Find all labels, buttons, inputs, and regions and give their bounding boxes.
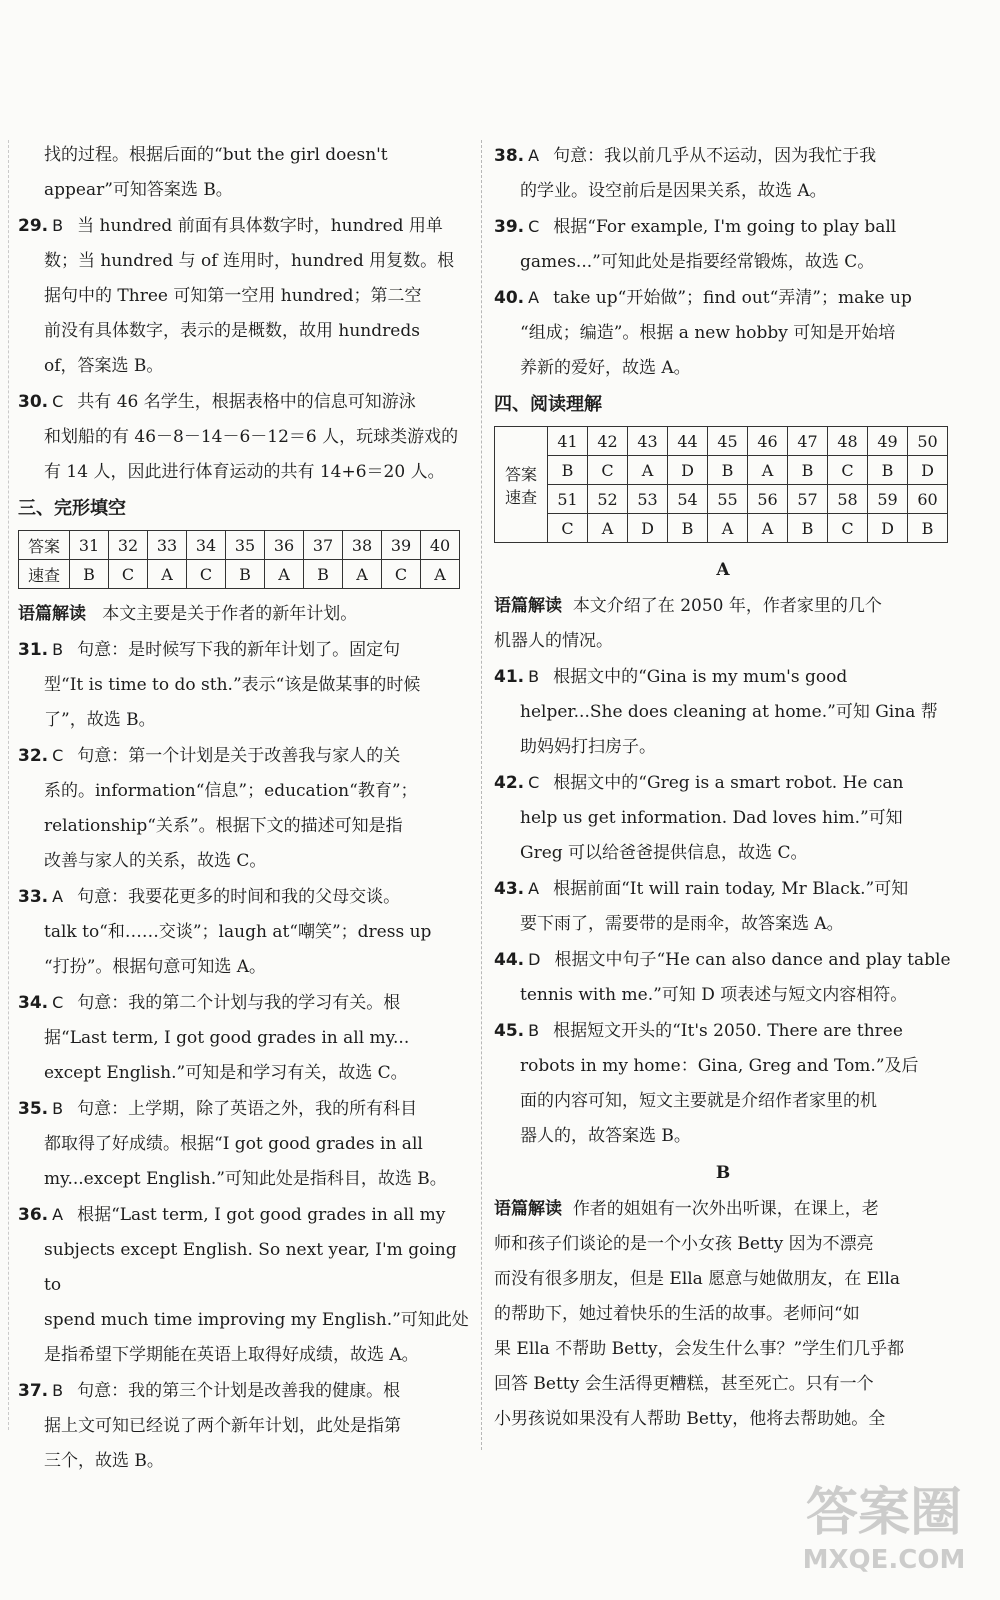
answer-cell: C (828, 514, 868, 543)
answer-cell: B (668, 514, 708, 543)
question-number: 44. (494, 950, 525, 970)
binding-margin-line (8, 140, 9, 1430)
question-explanation (18, 738, 470, 774)
answer-cell: A (748, 456, 788, 485)
summary-line (494, 589, 952, 624)
question-number-cell: 41 (548, 427, 588, 456)
explanation-text: take up“开始做”；find out“弄清”；make up (553, 288, 912, 308)
table-row (495, 427, 948, 456)
explanation-line (494, 316, 952, 351)
summary-line (494, 1192, 952, 1227)
explanation-line (494, 836, 952, 871)
explanation-text: talk to“和……交谈”；laugh at“嘲笑”；dress up (44, 922, 432, 942)
explanation-text: 据句中的 Three 可知第一空用 hundred；第二空 (44, 286, 422, 306)
explanation-text: 句意：我以前几乎从不运动，因为我忙于我 (553, 146, 877, 166)
watermark-text-url: MXQE.COM (802, 1545, 966, 1575)
question-number-cell: 35 (226, 531, 265, 560)
explanation-line (18, 1444, 470, 1479)
explanation-line (18, 844, 470, 879)
question-number: 31. (18, 640, 49, 660)
question-number-cell: 40 (421, 531, 460, 560)
summary-line (494, 1367, 952, 1402)
explanation-text: tennis with me.”可知 D 项表述与短文内容相符。 (520, 985, 908, 1005)
summary-label: 语篇解读 (494, 1199, 562, 1219)
explanation-text: spend much time improving my English.”可知此处 (44, 1310, 469, 1330)
explanation-line (18, 455, 470, 490)
answer-cell: B (788, 456, 828, 485)
correct-answer: A (528, 879, 540, 898)
text-line: 找的过程。根据后面的“but the girl doesn't (44, 145, 388, 165)
explanation-text: 根据短文开头的“It's 2050. There are three (553, 1021, 903, 1041)
summary-label: 语篇解读 (18, 604, 86, 624)
answer-explanations-31-37 (18, 632, 470, 1479)
explanation-line (18, 809, 470, 844)
explanation-line (18, 915, 470, 950)
correct-answer: A (52, 1205, 64, 1224)
answer-cell: D (628, 514, 668, 543)
answer-cell: A (148, 560, 187, 589)
correct-answer: A (52, 887, 64, 906)
explanation-line (494, 801, 952, 836)
explanation-text: Greg 可以给爸爸提供信息，故选 C。 (520, 843, 808, 863)
explanation-text: 根据文中的“Gina is my mum's good (553, 667, 848, 687)
explanation-line (18, 349, 470, 384)
question-number-cell: 60 (908, 485, 948, 514)
explanation-text: “打扮”。根据句意可知选 A。 (44, 957, 267, 977)
question-number-cell: 36 (265, 531, 304, 560)
answer-cell: A (265, 560, 304, 589)
explanation-line (494, 245, 952, 280)
explanation-text: 养新的爱好，故选 A。 (520, 358, 691, 378)
correct-answer: B (52, 1099, 64, 1118)
explanation-text: 改善与家人的关系，故选 C。 (44, 851, 267, 871)
explanation-line (18, 668, 470, 703)
watermark-text-cn: 答案圈 (805, 1483, 963, 1543)
question-number-cell: 51 (548, 485, 588, 514)
passage-a-summary (494, 589, 952, 659)
question-explanation (18, 384, 470, 420)
summary-text: 小男孩说如果没有人帮助 Betty，他将去帮助她。全 (494, 1409, 886, 1429)
explanation-text: 句意：第一个计划是关于改善我与家人的关 (77, 746, 401, 766)
question-number-cell: 55 (708, 485, 748, 514)
question-explanation (494, 1013, 952, 1049)
answer-explanations-38-40 (494, 138, 952, 386)
explanation-line (494, 1084, 952, 1119)
explanation-line (494, 907, 952, 942)
cloze-answer-table (18, 530, 460, 589)
explanation-text: my...except English.”可知此处是指科目，故选 B。 (44, 1169, 447, 1189)
explanation-text: of，答案选 B。 (44, 356, 164, 376)
explanation-text: 型“It is time to do sth.”表示“该是做某事的时候 (44, 675, 421, 695)
question-number-cell: 48 (828, 427, 868, 456)
explanation-line (18, 950, 470, 985)
question-number: 30. (18, 392, 49, 412)
table-label: 速查 (495, 485, 548, 543)
question-number: 37. (18, 1381, 49, 1401)
reading-answer-table (494, 426, 948, 543)
answer-cell: C (382, 560, 421, 589)
table-row (495, 514, 948, 543)
explanation-text: 了”，故选 B。 (44, 710, 156, 730)
answer-cell: D (908, 456, 948, 485)
question-number: 35. (18, 1099, 49, 1119)
summary-text: 果 Ella 不帮助 Betty，会发生什么事？”学生们几乎都 (494, 1339, 905, 1359)
summary-text: 师和孩子们谈论的是一个小女孩 Betty 因为不漂亮 (494, 1234, 874, 1254)
answer-cell: A (708, 514, 748, 543)
question-number: 36. (18, 1205, 49, 1225)
table-label: 速查 (19, 560, 70, 589)
continued-explanation (18, 138, 470, 208)
answer-cell: B (70, 560, 109, 589)
question-explanation (18, 1197, 470, 1233)
answer-cell: C (548, 514, 588, 543)
column-divider (481, 140, 482, 1450)
explanation-line (18, 1303, 470, 1338)
explanation-line (494, 695, 952, 730)
summary-text: 的帮助下，她过着快乐的生活的故事。老师问“如 (494, 1304, 860, 1324)
table-row (19, 531, 460, 560)
correct-answer: C (52, 746, 64, 765)
question-explanation (18, 1373, 470, 1409)
explanation-line (494, 351, 952, 386)
text-line: appear”可知答案选 B。 (44, 180, 233, 200)
explanation-text: 是指希望下学期能在英语上取得好成绩，故选 A。 (44, 1345, 419, 1365)
explanation-text: 句意：上学期，除了英语之外，我的所有科目 (77, 1099, 418, 1119)
explanation-text: 的学业。设空前后是因果关系，故选 A。 (520, 181, 827, 201)
answer-cell: B (304, 560, 343, 589)
question-explanation (494, 209, 952, 245)
question-explanation (494, 659, 952, 695)
explanation-text: 前没有具体数字，表示的是概数，故用 hundreds (44, 321, 420, 341)
explanation-line (494, 730, 952, 765)
question-explanation (494, 942, 952, 978)
explanation-line (18, 420, 470, 455)
answer-cell: C (588, 456, 628, 485)
correct-answer: B (528, 1021, 540, 1040)
explanation-line (494, 1119, 952, 1154)
answer-cell: B (908, 514, 948, 543)
explanation-text: 根据文中句子“He can also dance and play table (554, 950, 951, 970)
explanation-text: 据“Last term, I got good grades in all my... (44, 1028, 410, 1048)
explanation-text: 数；当 hundred 与 of 连用时，hundred 用复数。根 (44, 251, 455, 271)
explanation-text: helper...She does cleaning at home.”可知 Gina 帮 (520, 702, 938, 722)
question-explanation (494, 138, 952, 174)
explanation-line (18, 1233, 470, 1303)
correct-answer: C (52, 392, 64, 411)
answer-cell: A (421, 560, 460, 589)
question-number-cell: 52 (588, 485, 628, 514)
explanation-text: 根据“For example, I'm going to play ball (553, 217, 897, 237)
question-explanation (18, 632, 470, 668)
question-number-cell: 33 (148, 531, 187, 560)
question-number-cell: 59 (868, 485, 908, 514)
correct-answer: A (528, 288, 540, 307)
explanation-line (18, 1021, 470, 1056)
correct-answer: D (528, 950, 541, 969)
explanation-text: 有 14 人，因此进行体育运动的共有 14+6＝20 人。 (44, 462, 445, 482)
summary-text: 本文介绍了在 2050 年，作者家里的几个 (572, 596, 882, 616)
question-number-cell: 47 (788, 427, 828, 456)
question-number: 43. (494, 879, 525, 899)
summary-text: 机器人的情况。 (494, 631, 613, 651)
correct-answer: C (52, 993, 64, 1012)
question-number-cell: 58 (828, 485, 868, 514)
question-number-cell: 45 (708, 427, 748, 456)
question-number-cell: 46 (748, 427, 788, 456)
table-row (19, 560, 460, 589)
explanation-line (494, 978, 952, 1013)
question-number: 33. (18, 887, 49, 907)
question-number-cell: 37 (304, 531, 343, 560)
passage-heading-b: B (715, 1163, 731, 1183)
explanation-line (18, 1338, 470, 1373)
explanation-text: 助妈妈打扫房子。 (520, 737, 656, 757)
answer-cell: B (548, 456, 588, 485)
table-label: 答案 (19, 531, 70, 560)
explanation-text: 据上文可知已经说了两个新年计划，此处是指第 (44, 1416, 401, 1436)
question-number-cell: 49 (868, 427, 908, 456)
passage-heading-a: A (716, 560, 730, 580)
answer-cell: A (748, 514, 788, 543)
table-row (495, 485, 948, 514)
question-explanation (494, 280, 952, 316)
explanation-line (18, 1162, 470, 1197)
explanation-line (18, 279, 470, 314)
explanation-text: 和划船的有 46－8－14－6－12＝6 人，玩球类游戏的 (44, 427, 459, 447)
summary-line (494, 1262, 952, 1297)
explanation-text: 都取得了好成绩。根据“I got good grades in all (44, 1134, 423, 1154)
question-explanation (18, 1091, 470, 1127)
question-number: 39. (494, 217, 525, 237)
explanation-text: 句意：我的第三个计划是改善我的健康。根 (77, 1381, 401, 1401)
question-explanation (494, 765, 952, 801)
explanation-text: robots in my home：Gina, Greg and Tom.”及后 (520, 1056, 919, 1076)
question-number: 38. (494, 146, 525, 166)
passage-b-summary (494, 1192, 952, 1437)
question-explanation (494, 871, 952, 907)
question-number: 41. (494, 667, 525, 687)
summary-line (494, 1227, 952, 1262)
explanation-text: 根据“Last term, I got good grades in all my (77, 1205, 446, 1225)
answer-cell: C (187, 560, 226, 589)
explanation-line (494, 174, 952, 209)
summary-label: 语篇解读 (494, 596, 562, 616)
summary-line (494, 1402, 952, 1437)
question-number-cell: 39 (382, 531, 421, 560)
explanation-text: except English.”可知是和学习有关，故选 C。 (44, 1063, 408, 1083)
answer-cell: B (226, 560, 265, 589)
explanation-text: 共有 46 名学生，根据表格中的信息可知游泳 (77, 392, 416, 412)
question-number-cell: 42 (588, 427, 628, 456)
explanation-line (18, 1127, 470, 1162)
explanation-text: 根据文中的“Greg is a smart robot. He can (553, 773, 904, 793)
question-explanation (18, 879, 470, 915)
explanation-text: help us get information. Dad loves him.”可知 (520, 808, 903, 828)
question-number-cell: 43 (628, 427, 668, 456)
question-number-cell: 53 (628, 485, 668, 514)
answer-explanations-41-45 (494, 659, 952, 1154)
explanation-line (18, 314, 470, 349)
explanation-text: 句意：我的第二个计划与我的学习有关。根 (77, 993, 401, 1013)
question-number: 45. (494, 1021, 525, 1041)
explanation-text: 要下雨了，需要带的是雨伞，故答案选 A。 (520, 914, 844, 934)
explanation-text: “组成；编造”。根据 a new hobby 可知是开始培 (520, 323, 896, 343)
explanation-line (18, 1409, 470, 1444)
explanation-text: 系的。information“信息”；education“教育”； (44, 781, 418, 801)
explanation-text: 面的内容可知，短文主要就是介绍作者家里的机 (520, 1091, 877, 1111)
question-explanation (18, 985, 470, 1021)
correct-answer: B (52, 640, 64, 659)
correct-answer: C (528, 217, 540, 236)
question-number-cell: 57 (788, 485, 828, 514)
summary-line (494, 1297, 952, 1332)
answer-cell: C (109, 560, 148, 589)
summary-line (494, 1332, 952, 1367)
correct-answer: A (528, 146, 540, 165)
explanation-line (18, 244, 470, 279)
answer-cell: B (788, 514, 828, 543)
answer-cell: B (868, 456, 908, 485)
summary-text: 作者的姐姐有一次外出听课，在课上，老 (572, 1199, 879, 1219)
question-number: 32. (18, 746, 49, 766)
explanation-line (18, 703, 470, 738)
summary-line (494, 624, 952, 659)
answer-cell: C (828, 456, 868, 485)
summary-text: 本文主要是关于作者的新年计划。 (102, 604, 358, 624)
answer-cell: D (668, 456, 708, 485)
watermark-logo (784, 1468, 984, 1580)
question-number-cell: 54 (668, 485, 708, 514)
summary-text: 回答 Betty 会生活得更糟糕，甚至死亡。只有一个 (494, 1374, 874, 1394)
answer-cell: D (868, 514, 908, 543)
question-explanation (18, 208, 470, 244)
question-number-cell: 32 (109, 531, 148, 560)
table-row (495, 456, 948, 485)
question-number-cell: 38 (343, 531, 382, 560)
answer-cell: B (708, 456, 748, 485)
explanation-line (18, 1056, 470, 1091)
answer-cell: A (588, 514, 628, 543)
question-number-cell: 31 (70, 531, 109, 560)
explanation-text: 器人的，故答案选 B。 (520, 1126, 691, 1146)
correct-answer: B (52, 1381, 64, 1400)
summary-text: 而没有很多朋友，但是 Ella 愿意与她做朋友，在 Ella (494, 1269, 901, 1289)
question-number: 42. (494, 773, 525, 793)
answer-explanations-29-30 (18, 208, 470, 490)
section-heading-reading: 四、阅读理解 (494, 394, 602, 415)
explanation-line (494, 1049, 952, 1084)
question-number: 40. (494, 288, 525, 308)
question-number: 34. (18, 993, 49, 1013)
question-number-cell: 56 (748, 485, 788, 514)
table-label: 答案 (495, 427, 548, 485)
passage-summary (18, 597, 470, 632)
section-heading-cloze: 三、完形填空 (18, 498, 126, 519)
question-number-cell: 44 (668, 427, 708, 456)
explanation-text: 三个，故选 B。 (44, 1451, 164, 1471)
correct-answer: B (52, 216, 64, 235)
answer-cell: A (343, 560, 382, 589)
explanation-text: subjects except English. So next year, I'm going to (44, 1240, 457, 1295)
left-column (18, 138, 470, 1479)
question-number: 29. (18, 216, 49, 236)
explanation-text: 句意：我要花更多的时间和我的父母交谈。 (77, 887, 401, 907)
question-number-cell: 34 (187, 531, 226, 560)
explanation-text: 句意：是时候写下我的新年计划了。固定句 (77, 640, 401, 660)
correct-answer: B (528, 667, 540, 686)
explanation-line (18, 774, 470, 809)
question-number-cell: 50 (908, 427, 948, 456)
explanation-text: relationship“关系”。根据下文的描述可知是指 (44, 816, 403, 836)
right-column (494, 138, 952, 1437)
explanation-text: games...”可知此处是指要经常锻炼，故选 C。 (520, 252, 875, 272)
correct-answer: C (528, 773, 540, 792)
explanation-text: 根据前面“It will rain today, Mr Black.”可知 (553, 879, 909, 899)
explanation-text: 当 hundred 前面有具体数字时，hundred 用单 (77, 216, 443, 236)
answer-cell: A (628, 456, 668, 485)
